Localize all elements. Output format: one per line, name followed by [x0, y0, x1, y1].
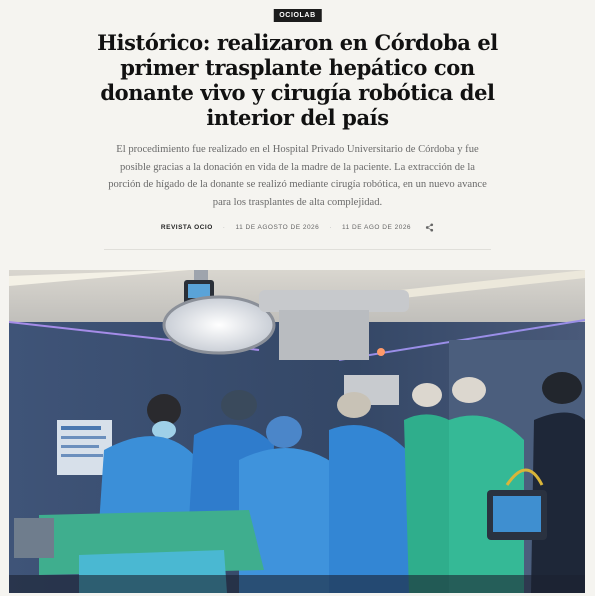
lamp-screen — [188, 284, 210, 298]
author-link[interactable]: REVISTA OCIO — [160, 224, 213, 231]
surgery-illustration — [9, 270, 585, 593]
article-photo[interactable] — [9, 270, 585, 593]
meta-separator: · — [222, 224, 226, 231]
article-meta — [0, 223, 595, 232]
lamp-boom — [279, 310, 369, 360]
staff-head — [542, 372, 582, 404]
published-date: 11 DE AGOSTO DE 2026 — [235, 224, 320, 231]
surgeon-head — [221, 390, 257, 420]
ceiling-spot — [377, 348, 385, 356]
surgeon-head — [337, 392, 371, 418]
share-icon[interactable] — [425, 223, 434, 232]
surgical-lamp — [164, 297, 274, 353]
category-badge[interactable]: OCIOLAB — [273, 9, 321, 22]
floor-shadow — [9, 575, 585, 593]
meta-separator: · — [329, 224, 332, 231]
nurse-head — [452, 377, 486, 403]
nurse-head — [412, 383, 442, 407]
lamp-boom — [259, 290, 409, 312]
instrument-tray — [14, 518, 54, 558]
updated-date: 11 DE AGO DE 2026 — [341, 224, 412, 231]
article-summary: El procedimiento fue realizado en el Hospital Privado Universitario de Córdoba y fue posible gracias a la donación en vida de la madre de la paciente. La extracción de la porción de hígado de la donante se realizó mediante cirugía robótica, en un nuevo avance para los trasplantes de alta complejidad. — [108, 144, 487, 208]
surgeon-head — [266, 416, 302, 448]
article-headline: Histórico: realizaron en Córdoba el primer trasplante hepático con donante vivo y cirugía robótica del interior del país — [97, 30, 498, 130]
divider — [104, 249, 491, 250]
